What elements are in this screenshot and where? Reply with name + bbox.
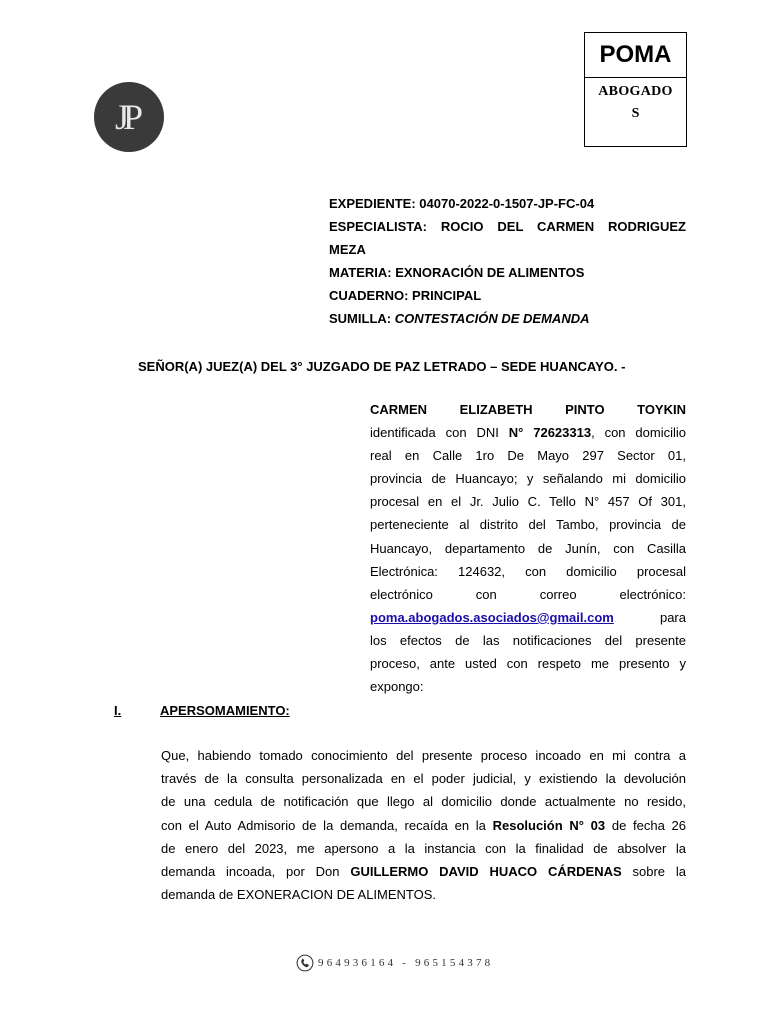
especialista-line1: ESPECIALISTA: ROCIO DEL CARMEN RODRIGUEZ — [329, 219, 686, 234]
firm-subtitle-line1: ABOGADO — [598, 84, 673, 99]
party-line-8: Electrónica: 124632, con domicilio procesal — [370, 563, 686, 579]
body-paragraph — [161, 744, 686, 906]
body-line-4 — [161, 814, 686, 837]
especialista-line2: MEZA — [329, 242, 366, 257]
party-line-2 — [370, 421, 686, 444]
firm-name-box — [584, 32, 687, 147]
body-line-1: Que, habiendo tomado conocimiento del presente proceso incoado en mi contra a — [161, 748, 686, 763]
footer-contact — [296, 952, 493, 974]
body-line-2: través de la consulta personalizada en el poder judicial, y existiendo la devolución — [161, 771, 686, 787]
cuaderno: CUADERNO: PRINCIPAL — [329, 288, 482, 303]
body-line-6-pre: demanda incoada, por Don — [161, 864, 351, 880]
party-line-7: Huancayo, departamento de Junín, con Casilla — [370, 540, 686, 556]
sumilla-label: SUMILLA: — [329, 311, 395, 326]
party-line-10-post: para — [659, 609, 686, 625]
logo-monogram: JP — [114, 97, 138, 137]
body-line-4-pre: con el Auto Admisorio de la demanda, recaída en la — [161, 817, 493, 833]
section-number: I. — [114, 703, 122, 718]
plaintiff-name: GUILLERMO DAVID HUACO CÁRDENAS — [350, 864, 622, 880]
party-line-2-post: , con domicilio — [591, 425, 686, 441]
firm-logo — [94, 82, 164, 152]
email-link[interactable]: poma.abogados.asociados@gmail.com — [370, 609, 614, 625]
addressee: SEÑOR(A) JUEZ(A) DEL 3° JUZGADO DE PAZ LETRADO – SEDE HUANCAYO. - — [138, 359, 626, 374]
case-header — [329, 192, 686, 330]
firm-subtitle-line2: S — [631, 106, 640, 121]
resolution-number: Resolución N° 03 — [492, 817, 606, 833]
party-line-13: expongo: — [370, 679, 424, 695]
expediente: EXPEDIENTE: 04070-2022-0-1507-JP-FC-04 — [329, 196, 595, 211]
party-line-9: electrónico con correo electrónico: — [370, 586, 686, 602]
party-line-2-pre: identificada con DNI — [370, 425, 509, 441]
section-heading — [114, 700, 290, 722]
party-line-12: proceso, ante usted con respeto me presento y — [370, 656, 686, 672]
phone-icon — [296, 954, 314, 972]
body-line-3: de una cedula de notificación que llego al domicilio donde actualmente no resido, — [161, 794, 686, 810]
party-line-3: real en Calle 1ro De Mayo 297 Sector 01, — [370, 448, 686, 464]
party-line-4: provincia de Huancayo; y señalando mi domicilio — [370, 471, 686, 487]
body-line-7: demanda de EXONERACION DE ALIMENTOS. — [161, 887, 437, 903]
body-line-6-post: sobre la — [621, 864, 686, 880]
footer-phones: 964936164 - 965154378 — [318, 957, 494, 969]
party-name: CARMEN ELIZABETH PINTO TOYKIN — [370, 402, 686, 417]
party-dni: N° 72623313 — [508, 425, 592, 441]
firm-name: POMA — [585, 33, 686, 78]
materia: MATERIA: EXNORACIÓN DE ALIMENTOS — [329, 265, 585, 280]
firm-subtitle — [585, 78, 686, 128]
sumilla — [329, 307, 686, 330]
party-line-10 — [370, 606, 686, 629]
party-line-6: perteneciente al distrito del Tambo, provincia de — [370, 517, 686, 533]
party-line-5: procesal en el Jr. Julio C. Tello N° 457 Of 301, — [370, 494, 686, 510]
body-line-5: de enero del 2023, me apersono a la instancia con la finalidad de absolver la — [161, 840, 686, 856]
body-line-4-post: de fecha 26 — [605, 817, 686, 833]
party-introduction — [370, 398, 686, 698]
body-line-6 — [161, 860, 686, 883]
party-line-11: los efectos de las notificaciones del presente — [370, 632, 686, 648]
section-title: APERSOMAMIENTO: — [160, 703, 290, 718]
sumilla-value: CONTESTACIÓN DE DEMANDA — [394, 311, 590, 326]
